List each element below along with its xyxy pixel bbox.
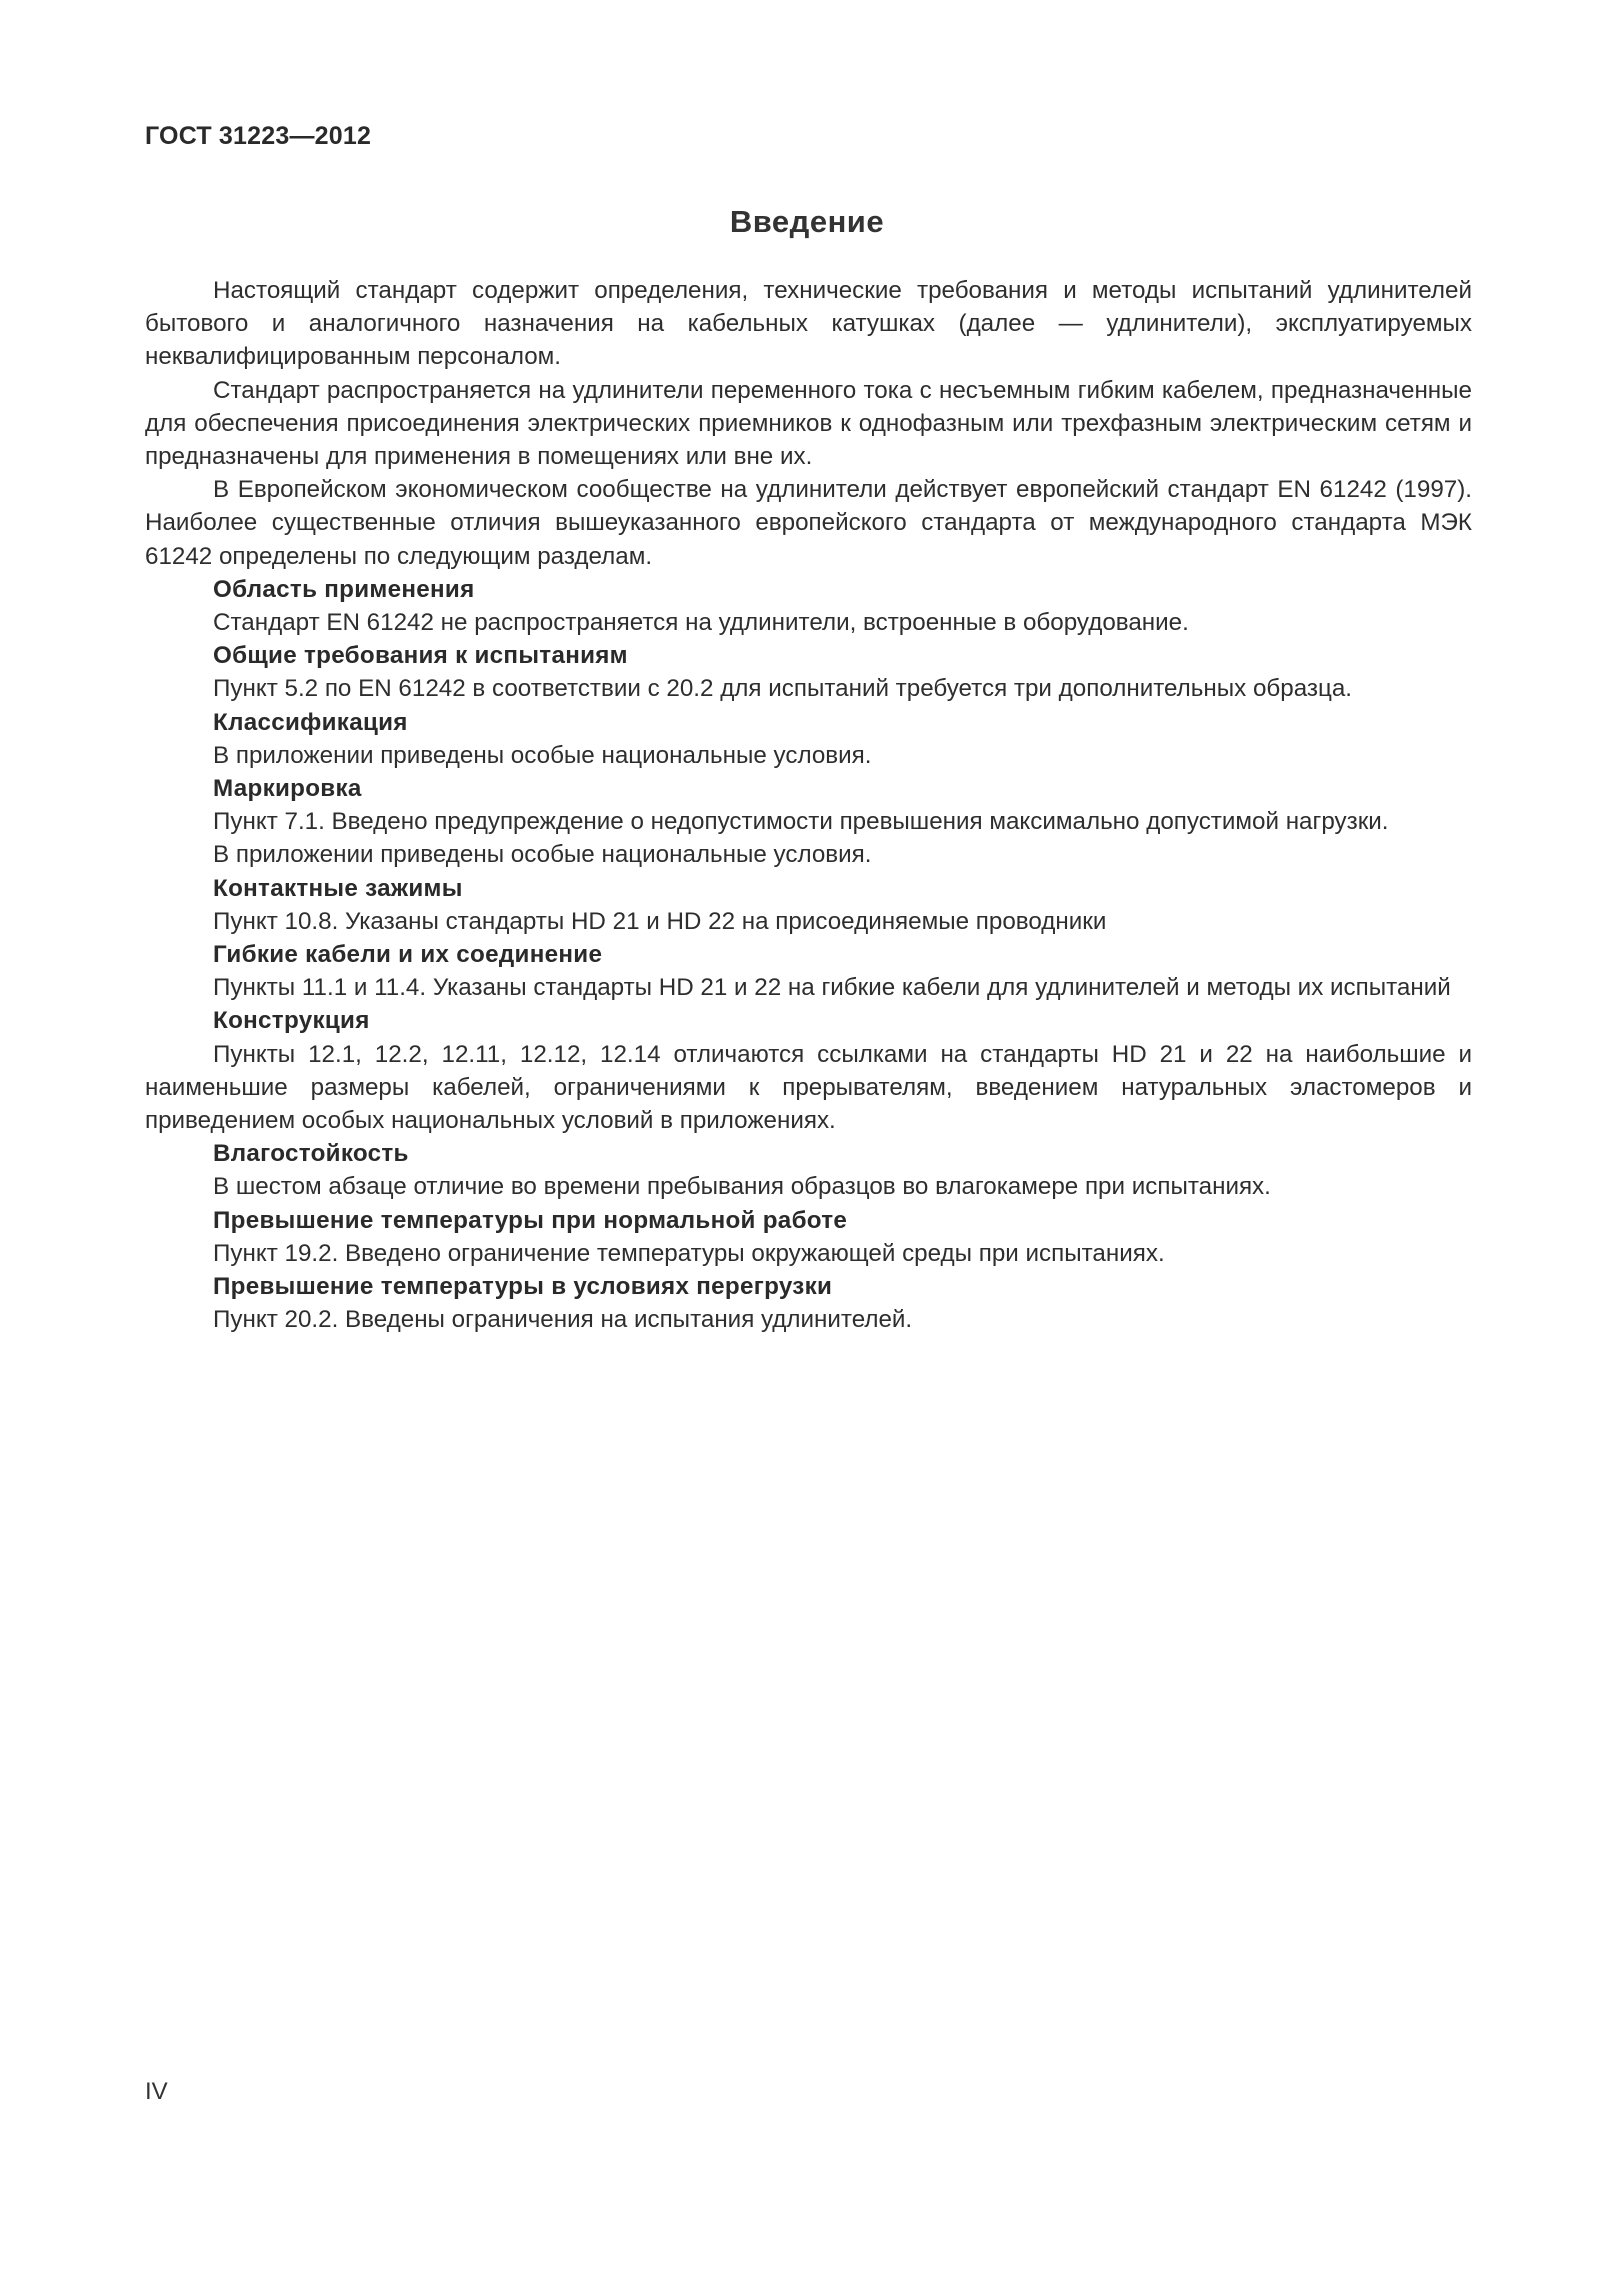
section-paragraph: Пункт 20.2. Введены ограничения на испытания удлинителей.	[213, 1306, 913, 1334]
section-heading-construction: Конструкция	[213, 1007, 370, 1035]
section-paragraph: Стандарт EN 61242 не распространяется на удлинители, встроенные в оборудование.	[213, 609, 1189, 637]
section-heading-scope: Область применения	[213, 575, 475, 603]
intro-paragraph: Настоящий стандарт содержит определения, технические требования и методы испытаний удлинителей бытового и аналогичного назначения на кабельных катушках (далее — удлинители), эксплуатируемых неквалифицированным персоналом.	[145, 277, 1472, 371]
section-heading-temperature-rise-overload: Превышение температуры в условиях перегрузки	[213, 1273, 833, 1301]
section-paragraph: Пункт 19.2. Введено ограничение температуры окружающей среды при испытаниях.	[213, 1239, 1165, 1267]
section-paragraph: В приложении приведены особые национальные условия.	[213, 841, 872, 869]
section-heading-classification: Классификация	[213, 708, 408, 736]
section-paragraph: Пункт 10.8. Указаны стандарты HD 21 и HD 22 на присоединяемые проводники	[213, 907, 1107, 935]
section-paragraph: Пункт 7.1. Введено предупреждение о недопустимости превышения максимально допустимой нагрузки.	[213, 808, 1389, 836]
page-title: Введение	[729, 204, 885, 239]
section-heading-flexible-cables: Гибкие кабели и их соединение	[213, 941, 603, 969]
section-paragraph: Пункты 11.1 и 11.4. Указаны стандарты HD 21 и 22 на гибкие кабели для удлинителей и методы их испытаний	[213, 974, 1451, 1002]
section-heading-terminals: Контактные зажимы	[213, 874, 463, 902]
section-heading-temperature-rise-normal: Превышение температуры при нормальной работе	[213, 1206, 848, 1234]
section-heading-marking: Маркировка	[213, 775, 362, 803]
section-heading-moisture-resistance: Влагостойкость	[213, 1140, 409, 1168]
intro-paragraph: В Европейском экономическом сообществе на удлинители действует европейский стандарт EN 61242 (1997). Наиболее существенные отличия вышеуказанного европейского стандарта от международного стандарта МЭК 61242 определены по следующим разделам.	[145, 476, 1472, 570]
intro-paragraph: Стандарт распространяется на удлинители переменного тока с несъемным гибким кабелем, предназначенные для обеспечения присоединения электрических приемников к однофазным или трехфазным электрическим сетям и предназначены для применения в помещениях или вне их.	[145, 376, 1472, 471]
document-body	[145, 274, 1472, 1337]
section-paragraph: В шестом абзаце отличие во времени пребывания образцов во влагокамере при испытаниях.	[213, 1173, 1271, 1201]
section-paragraph: Пункты 12.1, 12.2, 12.11, 12.12, 12.14 отличаются ссылками на стандарты HD 21 и 22 на наибольшие и наименьшие размеры кабелей, ограничениями к прерывателям, введением натуральных эластомеров и приведением особых национальных условий в приложениях.	[145, 1040, 1472, 1135]
document-code: ГОСТ 31223—2012	[145, 122, 372, 150]
section-paragraph: В приложении приведены особые национальные условия.	[213, 741, 872, 769]
section-paragraph: Пункт 5.2 по EN 61242 в соответствии с 20.2 для испытаний требуется три дополнительных образца.	[213, 675, 1353, 703]
section-heading-general-test-requirements: Общие требования к испытаниям	[213, 642, 628, 670]
page-number: IV	[145, 2078, 168, 2105]
